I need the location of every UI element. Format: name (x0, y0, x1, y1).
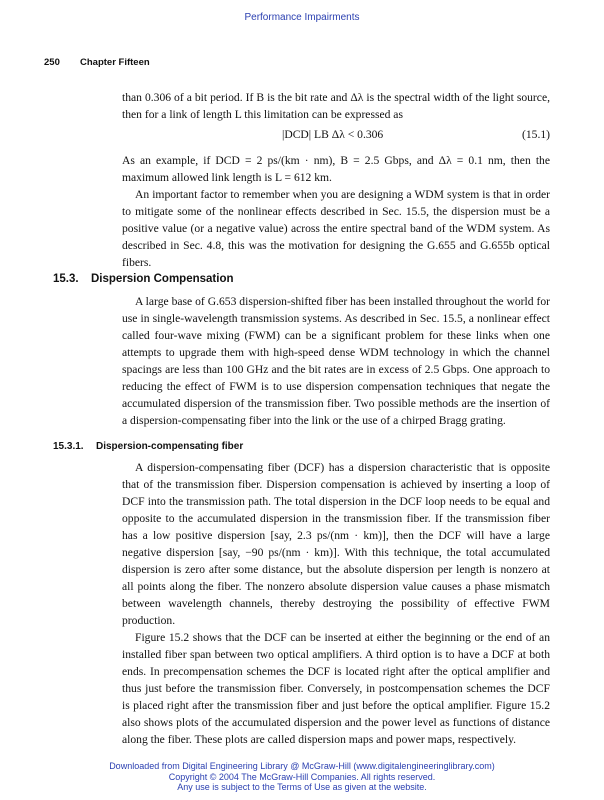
para-text: As an example, if DCD = 2 ps/(km · nm), B = 2.5 Gbps, and Δλ = 0.1 nm, then the maximum allowed link length is L = 612 km. (122, 154, 550, 184)
subsection-number: 15.3.1. (53, 441, 84, 452)
para-text: A dispersion-compensating fiber (DCF) has a dispersion characteristic that is opposite that of the transmission fiber. Dispersion compensation is achieved by inserting a loop of DCF into the transmission path. The total dispersion in the DCF loop needs to be equal and opposite to the accumulated dispersion in the transmission fiber. If the transmission fiber has a low positive dispersion [say, 2.3 ps/(nm · km)], then the DCF will have a large negative dispersion [say, −90 ps/(nm · km)]. With this technique, the total accumulated dispersion is zero after some distance, but the absolute dispersion per length is nonzero at all points along the fiber. The nonzero absolute dispersion value causes a phase mismatch between wavelength channels, thereby destroying the possibility of effective FWM production. (122, 461, 550, 627)
para-text: A large base of G.653 dispersion-shifted fiber has been installed throughout the world for use in single-wavelength transmission systems. As described in Sec. 15.5, a nonlinear effect called four-wave mixing (FWM) can be a significant problem for these links when one attempts to upgrade them with high-speed dense WDM technology in which the channel spacings are less than 100 GHz and the bit rates are in excess of 2.5 Gbps. One approach to reducing the effect of FWM is to use dispersion compensation techniques that negate the accumulated dispersion of the transmission fiber. Two possible methods are the insertion of a dispersion-compensating fiber into the link or the use of a chirped Bragg grating. (122, 295, 550, 427)
para-text: than 0.306 of a bit period. If B is the bit rate and Δλ is the spectral width of the light source, then for a link of length L this limitation can be expressed as (122, 91, 550, 121)
section-heading (53, 273, 234, 285)
header-link[interactable]: Performance Impairments (244, 12, 360, 23)
footer (0, 761, 604, 793)
section-number: 15.3. (53, 273, 79, 285)
chapter-title: Chapter Fifteen (80, 57, 150, 68)
running-head (44, 57, 150, 68)
para-text: Figure 15.2 shows that the DCF can be inserted at either the beginning or the end of an installed fiber span between two optical amplifiers. A third option is to have a DCF at both ends. In precompensation schemes the DCF is located right after the optical amplifier and thus just before the transmission fiber. Conversely, in postcompensation schemes the DCF is placed right after the transmission fiber and just before the optical amplifier. Figure 15.2 also shows plots of the accumulated dispersion and the power level as functions of distance along the fiber. These plots are called dispersion maps and power maps, respectively. (122, 631, 550, 746)
section-title: Dispersion Compensation (91, 273, 234, 285)
paragraph-4 (122, 293, 550, 429)
equation-15-1 (122, 128, 550, 145)
footer-terms: Any use is subject to the Terms of Use as given at the website. (177, 782, 427, 792)
para-text: An important factor to remember when you are designing a WDM system is that in order to mitigate some of the nonlinear effects described in Sec. 15.5, the dispersion must be a positive value (or a negative value) across the entire spectral band of the WDM system. As described in Sec. 4.8, this was the motivation for designing the G.655 and G.655b optical fibers. (122, 188, 550, 269)
subsection-heading (53, 441, 243, 452)
page-number: 250 (44, 57, 60, 68)
paragraph-5 (122, 459, 550, 748)
footer-copyright: Copyright © 2004 The McGraw-Hill Companies. All rights reserved. (168, 771, 436, 782)
paragraph-2 (122, 152, 550, 271)
footer-link[interactable]: Downloaded from Digital Engineering Library @ McGraw-Hill (www.digitalengineeringlibrary.com) (109, 761, 495, 771)
equation-number: (15.1) (521, 128, 550, 141)
paragraph-1 (122, 89, 550, 123)
equation-expression: |DCD| LB Δλ < 0.306 (282, 128, 384, 141)
subsection-title: Dispersion-compensating fiber (96, 441, 244, 452)
